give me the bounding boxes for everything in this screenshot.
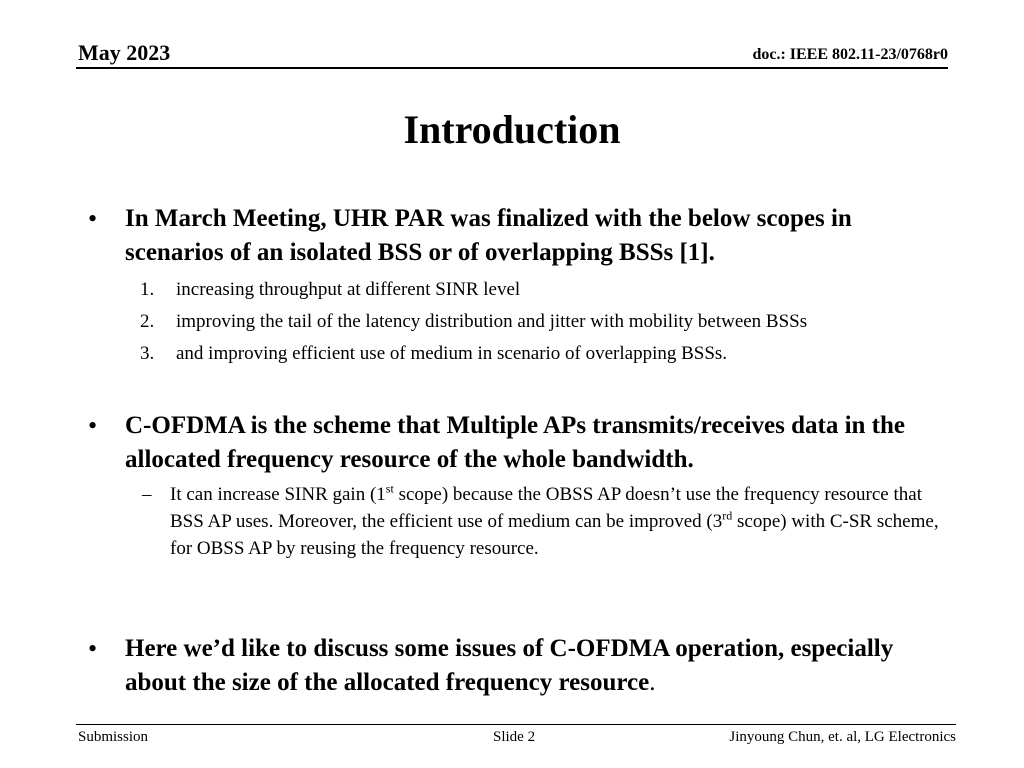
list-number: 2. [140,311,155,332]
bullet-text: In March Meeting, UHR PAR was finalized with the below scopes in scenarios of an isolated BSS or of overlapping BSSs [1]. [125,205,852,266]
sub-text-part1: It can increase SINR gain (1 [170,484,386,505]
list-item [88,306,938,338]
footer-divider [76,724,956,725]
list-item-text: increasing throughput at different SINR level [176,279,521,300]
bullet-cofdma [88,409,938,562]
footer-authors: Jinyoung Chun, et. al, LG Electronics [729,729,956,745]
footer-slide-number: Slide 2 [493,729,536,745]
bullet-text: C-OFDMA is the scheme that Multiple APs transmits/receives data in the allocated frequency resource of the whole bandwidth. [125,412,905,473]
sub-text-part3: scope) with C-SR scheme, for OBSS AP by reusing the frequency resource. [170,511,939,559]
bullet-text-main: Here we’d like to discuss some issues of C-OFDMA operation, especially about the size of the allocated frequency resource [125,635,894,696]
header-doc-number: doc.: IEEE 802.11-23/0768r0 [752,46,948,63]
superscript-st: st [385,481,394,496]
slide-title: Introduction [403,107,621,152]
bullet-scopes [88,202,938,370]
bullet-mark: • [88,204,98,233]
bullet-text [125,632,938,700]
sub-text-part2: scope) because the OBSS AP doesn’t use the frequency resource that BSS AP uses. Moreover, the efficient use of medium can be improved (3 [170,484,922,532]
list-number: 3. [140,343,155,364]
bullet-text-period: . [649,669,656,696]
list-item-text: and improving efficient use of medium in scenario of overlapping BSSs. [176,343,728,364]
bullet-mark: • [88,634,98,663]
list-number: 1. [140,279,155,300]
list-item-text: improving the tail of the latency distribution and jitter with mobility between BSSs [176,311,808,332]
header-date: May 2023 [78,40,171,65]
sub-bullet [88,481,940,562]
superscript-rd: rd [722,508,733,523]
dash-mark: – [142,484,152,505]
bullet-discussion [88,632,938,700]
scope-list [88,274,938,370]
list-item [88,338,938,370]
footer-submission: Submission [78,729,149,745]
header-divider [76,67,948,69]
list-item [88,274,938,306]
bullet-mark: • [88,411,98,440]
